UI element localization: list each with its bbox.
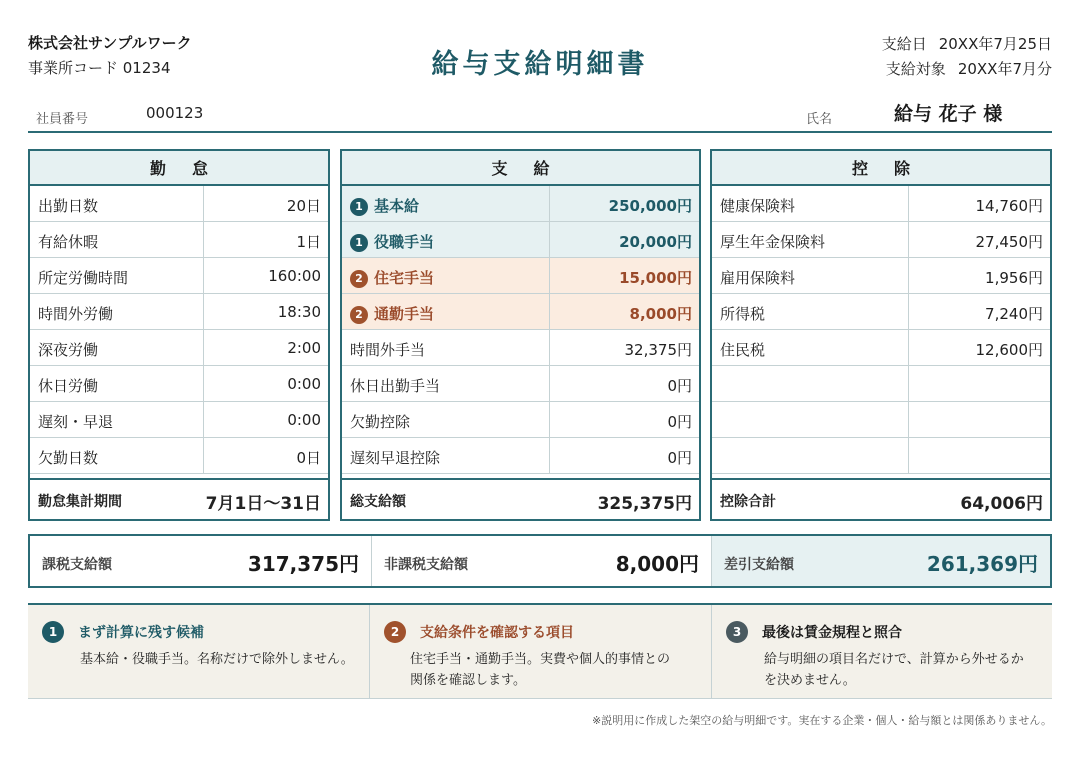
- deductions-title: 控除: [712, 151, 1050, 186]
- attendance-total: [30, 478, 328, 519]
- payments-total-label: 総支給額: [350, 494, 406, 510]
- table-row: [342, 186, 699, 222]
- note-text: を決めません。: [764, 673, 856, 688]
- note-title: 支給条件を確認する項目: [420, 625, 574, 641]
- document-title: 給与支給明細書: [431, 49, 649, 80]
- attendance-title: 勤怠: [30, 151, 328, 186]
- table-row: [30, 186, 328, 222]
- row-label: 所得税: [720, 305, 766, 323]
- deductions-total-value: 64,006円: [960, 494, 1043, 514]
- table-row: [342, 438, 699, 474]
- row-label: 時間外手当: [350, 341, 426, 359]
- row-value: 8,000円: [629, 305, 692, 323]
- row-value: 0日: [296, 449, 321, 467]
- table-row: [30, 258, 328, 294]
- row-value: 27,450円: [975, 233, 1043, 251]
- row-label: 欠勤控除: [350, 413, 411, 431]
- item-number-badge: 1: [350, 198, 368, 216]
- item-number-badge: 1: [350, 234, 368, 252]
- note-3: [712, 605, 1052, 698]
- row-label: 時間外労働: [38, 305, 114, 323]
- taxable-value: 317,375円: [247, 552, 359, 576]
- note-2: [370, 605, 711, 698]
- table-row: [30, 402, 328, 438]
- row-label: 通勤手当: [374, 305, 435, 323]
- row-label: 休日出勤手当: [350, 377, 441, 395]
- table-row: [342, 402, 699, 438]
- note-text: 住宅手当・通勤手当。実費や個人的事情との: [410, 652, 671, 667]
- employee-id-label: 社員番号: [36, 112, 89, 127]
- office-code: 事業所コード 01234: [28, 59, 171, 77]
- attendance-total-label: 勤怠集計期間: [38, 494, 122, 510]
- item-number-badge: 2: [350, 306, 368, 324]
- row-label: 深夜労働: [38, 341, 99, 359]
- row-value: 18:30: [277, 303, 321, 321]
- note-number-badge: 3: [726, 621, 748, 643]
- row-value: 2:00: [287, 339, 321, 357]
- row-label: 所定労働時間: [38, 269, 129, 287]
- empty-row: [712, 402, 1050, 438]
- row-label: 欠勤日数: [38, 449, 99, 467]
- table-row: [712, 222, 1050, 258]
- table-row: [30, 438, 328, 474]
- net-pay-value: 261,369円: [926, 552, 1038, 576]
- pay-date-label: 支給日: [881, 35, 927, 53]
- note-title: 最後は賃金規程と照合: [762, 625, 902, 641]
- pay-meta: [882, 32, 1052, 82]
- table-row: [712, 186, 1050, 222]
- table-row: [342, 330, 699, 366]
- employee-name-label: 氏名: [806, 112, 833, 127]
- table-row: [30, 222, 328, 258]
- row-label: 住民税: [720, 341, 766, 359]
- table-row: [712, 330, 1050, 366]
- employee-id: 000123: [146, 104, 204, 122]
- notes-section: [28, 603, 1052, 699]
- taxable-cell: [30, 536, 371, 586]
- row-value: 14,760円: [975, 197, 1043, 215]
- row-value: 0:00: [287, 411, 321, 429]
- table-row: [342, 294, 699, 330]
- row-label: 基本給: [374, 197, 420, 215]
- note-1: [28, 605, 369, 698]
- row-label: 遅刻・早退: [38, 413, 114, 431]
- row-label: 健康保険料: [720, 197, 796, 215]
- empty-row: [712, 366, 1050, 402]
- nontaxable-cell: [372, 536, 711, 586]
- row-value: 20日: [286, 197, 321, 215]
- nontaxable-value: 8,000円: [615, 552, 699, 576]
- note-number-badge: 2: [384, 621, 406, 643]
- table-row: [30, 294, 328, 330]
- note-title: まず計算に残す候補: [78, 625, 204, 641]
- payments-title: 支給: [342, 151, 699, 186]
- employee-row: [28, 96, 1052, 133]
- note-text: 関係を確認します。: [410, 673, 526, 688]
- note-text: 給与明細の項目名だけで、計算から外せるか: [764, 652, 1024, 667]
- deductions-panel: [710, 149, 1052, 521]
- row-value: 0円: [667, 377, 692, 395]
- nontaxable-label: 非課税支給額: [384, 557, 468, 573]
- row-label: 出勤日数: [38, 197, 99, 215]
- row-value: 12,600円: [975, 341, 1043, 359]
- deductions-total: [712, 478, 1050, 519]
- net-pay-label: 差引支給額: [724, 557, 794, 573]
- employee-name: 給与 花子 様: [894, 103, 1003, 125]
- footnote: ※説明用に作成した架空の給与明細です。実在する企業・個人・給与額とは関係ありません。: [592, 714, 1052, 727]
- deductions-total-label: 控除合計: [720, 494, 776, 510]
- row-value: 250,000円: [608, 197, 692, 215]
- row-label: 厚生年金保険料: [720, 233, 826, 251]
- empty-row: [712, 438, 1050, 474]
- row-value: 1,956円: [985, 269, 1043, 287]
- payments-total-value: 325,375円: [597, 494, 692, 514]
- table-row: [712, 294, 1050, 330]
- table-row: [342, 366, 699, 402]
- pay-date: 20XX年7月25日: [938, 35, 1052, 53]
- table-row: [342, 222, 699, 258]
- row-value: 160:00: [268, 267, 321, 285]
- attendance-total-value: 7月1日〜31日: [205, 494, 321, 514]
- row-value: 7,240円: [985, 305, 1043, 323]
- taxable-label: 課税支給額: [42, 557, 112, 573]
- table-row: [30, 366, 328, 402]
- table-row: [30, 330, 328, 366]
- table-row: [712, 258, 1050, 294]
- note-text: 基本給・役職手当。名称だけで除外しません。: [80, 652, 354, 667]
- table-row: [342, 258, 699, 294]
- row-value: 0円: [667, 413, 692, 431]
- row-label: 役職手当: [374, 233, 435, 251]
- pay-period: 20XX年7月分: [957, 60, 1052, 78]
- row-label: 有給休暇: [38, 233, 99, 251]
- summary-bar: [28, 534, 1052, 588]
- net-pay-cell: [712, 536, 1050, 586]
- payments-total: [342, 478, 699, 519]
- row-label: 住宅手当: [374, 269, 435, 287]
- row-value: 1日: [296, 233, 321, 251]
- item-number-badge: 2: [350, 270, 368, 288]
- payments-panel: [340, 149, 701, 521]
- row-value: 0:00: [287, 375, 321, 393]
- attendance-panel: [28, 149, 330, 521]
- company-name: 株式会社サンプルワーク: [28, 34, 192, 52]
- row-value: 15,000円: [619, 269, 692, 287]
- note-number-badge: 1: [42, 621, 64, 643]
- row-value: 20,000円: [619, 233, 692, 251]
- row-value: 0円: [667, 449, 692, 467]
- row-value: 32,375円: [624, 341, 692, 359]
- row-label: 雇用保険料: [720, 269, 796, 287]
- period-label: 支給対象: [885, 60, 946, 78]
- row-label: 休日労働: [38, 377, 99, 395]
- row-label: 遅刻早退控除: [350, 449, 441, 467]
